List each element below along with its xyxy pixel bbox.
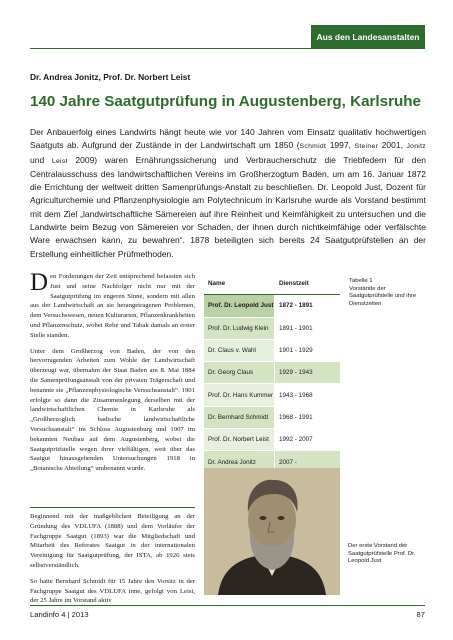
citation-steiner: Steiner (354, 143, 379, 151)
lead-text-1: Der Anbauerfolg eines Landwirts hängt heute wie vor 140 Jahren vom Einsatz qualitativ hochwertigen Saatguts ab. Aufgrund der Zustände in der Landwirtschaft um 1850 ( (30, 127, 426, 151)
table-row: Prof. Dr. Hans Kummer 1943 - 1968 (204, 384, 340, 406)
lead-text-4: und (30, 154, 52, 165)
portrait-illustration (204, 468, 340, 595)
citation-leist: Leist (51, 157, 68, 165)
table-row: Prof. Dr. Ludwig Klein 1891 - 1901 (204, 318, 340, 340)
journal-issue: Landinfo 4 | 2013 (30, 610, 89, 619)
table-row: Prof. Dr. Norbert Leist 1992 - 2007 (204, 429, 340, 451)
body-paragraph-1: Den Forderungen der Zeit entsprechend befassten sich Just und seine Nachfolger nicht nur mit der Saatgutprüfung im engeren Sinne, sondern mit allen aus der Landwirtschaft an sie herangetragenen Problemen, dem Versuchswesen, neuen Kulturarten, Pflanzenkrankheiten und Pflanzenschutz, wobei Rebe und Tabak damals an erster Stelle standen. (30, 269, 195, 339)
article-lead (30, 126, 426, 261)
section-label: Aus den Landesanstalten (311, 25, 425, 49)
table-header-period: Dienstzeit (274, 273, 340, 294)
table-row: Dr. Bernhard Schmidt 1968 - 1991 (204, 407, 340, 429)
lead-text-5: 2009) waren Ernährungssicherung und Verbraucherschutz die Triebfedern für den Centralausschuss des landwirtschaftlichen Vereins im Großherzogtum Baden, um am 16. Januar 1872 die Errichtung der weltweit dritten Samenprüfungs-Anstalt zu beschließen. Dr. Leopold Just, Dozent für Agriculturchemie und Pflanzenphysiologie am Polytechnicum in Karlsruhe wurde als Vorstand bestimmt mit dem Ziel „landwirtschaftliche Sämereien auf ihre Reinheit und Keimfähigkeit zu untersuchen und die Landwirte beim Bezug von Sämereien vor Schaden, der ihnen durch nichtkeimfähige oder verfälschte Ware erwachsen kann, zu bewahren“. 1878 beteiligten sich bereits 24 Saatgutprüfstellen an der Erstellung einheitlicher Prüfmethoden. (30, 154, 426, 259)
column-divider (30, 507, 195, 508)
table-row: Prof. Dr. Leopold Just 1872 - 1891 (204, 295, 340, 317)
drop-cap: D (30, 269, 49, 296)
table-header-name: Name (208, 280, 226, 288)
lead-text-2: 1997, (326, 140, 355, 151)
body-column-lower (30, 512, 195, 612)
table-caption: Tabelle 1 Vorstände der Saatgutprüfstelle und ihre Dienstzeiten (349, 278, 417, 308)
table-row: Dr. Georg Claus 1929 - 1943 (204, 362, 340, 384)
article-authors: Dr. Andrea Jonitz, Prof. Dr. Norbert Leist (30, 72, 191, 82)
footer-rule (30, 605, 425, 606)
citation-schmidt: Schmidt (299, 143, 327, 151)
citation-jonitz: Jonitz (406, 143, 427, 151)
body-paragraph-2: Unter dem Großherzog von Baden, der von den hervorragenden Arbeiten zum Wohle der Landwirtschaft überzeugt war, übernahm der Staat Baden am 8. Mai 1884 die Samenprüfungsanstalt von der privaten Trägerschaft und benannte sie „Pflanzenphysiologische Versuchsanstalt“. 1901 erfolgte so dann die Zusammenlegung derselben mit der landwirtschaftlichen Chemie in Karlsruhe als „Großherzoglich badische landwirtschaftliche Versuchsanstalt“ im Schloss Augustenburg und 1907 im bekannten Neubau auf dem Augustenberg, wobei die Saatgutprüfstelle wegen ihrer vielfältigen, weit über das Saatgut hinausgehenden Untersuchungen 1918 in „Botanische Abteilung“ umbenannt wurde. (30, 347, 195, 473)
directors-table (204, 273, 340, 474)
header-rule (30, 48, 425, 49)
body-column-upper (30, 269, 195, 480)
table-header-row (204, 273, 340, 295)
table-row: Dr. Andrea Jonitz 2007 - (204, 451, 340, 473)
body-paragraph-3: Beginnend mit der maßgeblichen Beteiligung an der Gründung des VDLUFA (1888) und dem Vorläufer der Fachgruppe Saatgut (1893) war die Mitgliedschaft und Mitarbeit des Referates Saatgut in der internationalen Vereinigung für Saatgutprüfung, der ISTA, ab 1926 stets selbstverständlich. (30, 513, 195, 569)
article-title: 140 Jahre Saatgutprüfung in Augustenberg, Karlsruhe (30, 93, 422, 110)
body-paragraph-4: So hatte Bernhard Schmidt für 15 Jahre den Vorsitz in der Fachgruppe Saatgut des VDLUFA inne, gefolgt von Leist, der 25 Jahre im Vorstand aktiv (30, 577, 195, 605)
lead-text-3: 2001, (378, 140, 407, 151)
table-row: Dr. Claus v. Wahl 1901 - 1929 (204, 340, 340, 362)
photo-caption: Der erste Vorstand der Saatgutprüfstelle Prof. Dr. Leopold Just (348, 543, 416, 565)
page-number: 87 (416, 610, 425, 619)
portrait-photo (204, 468, 340, 595)
